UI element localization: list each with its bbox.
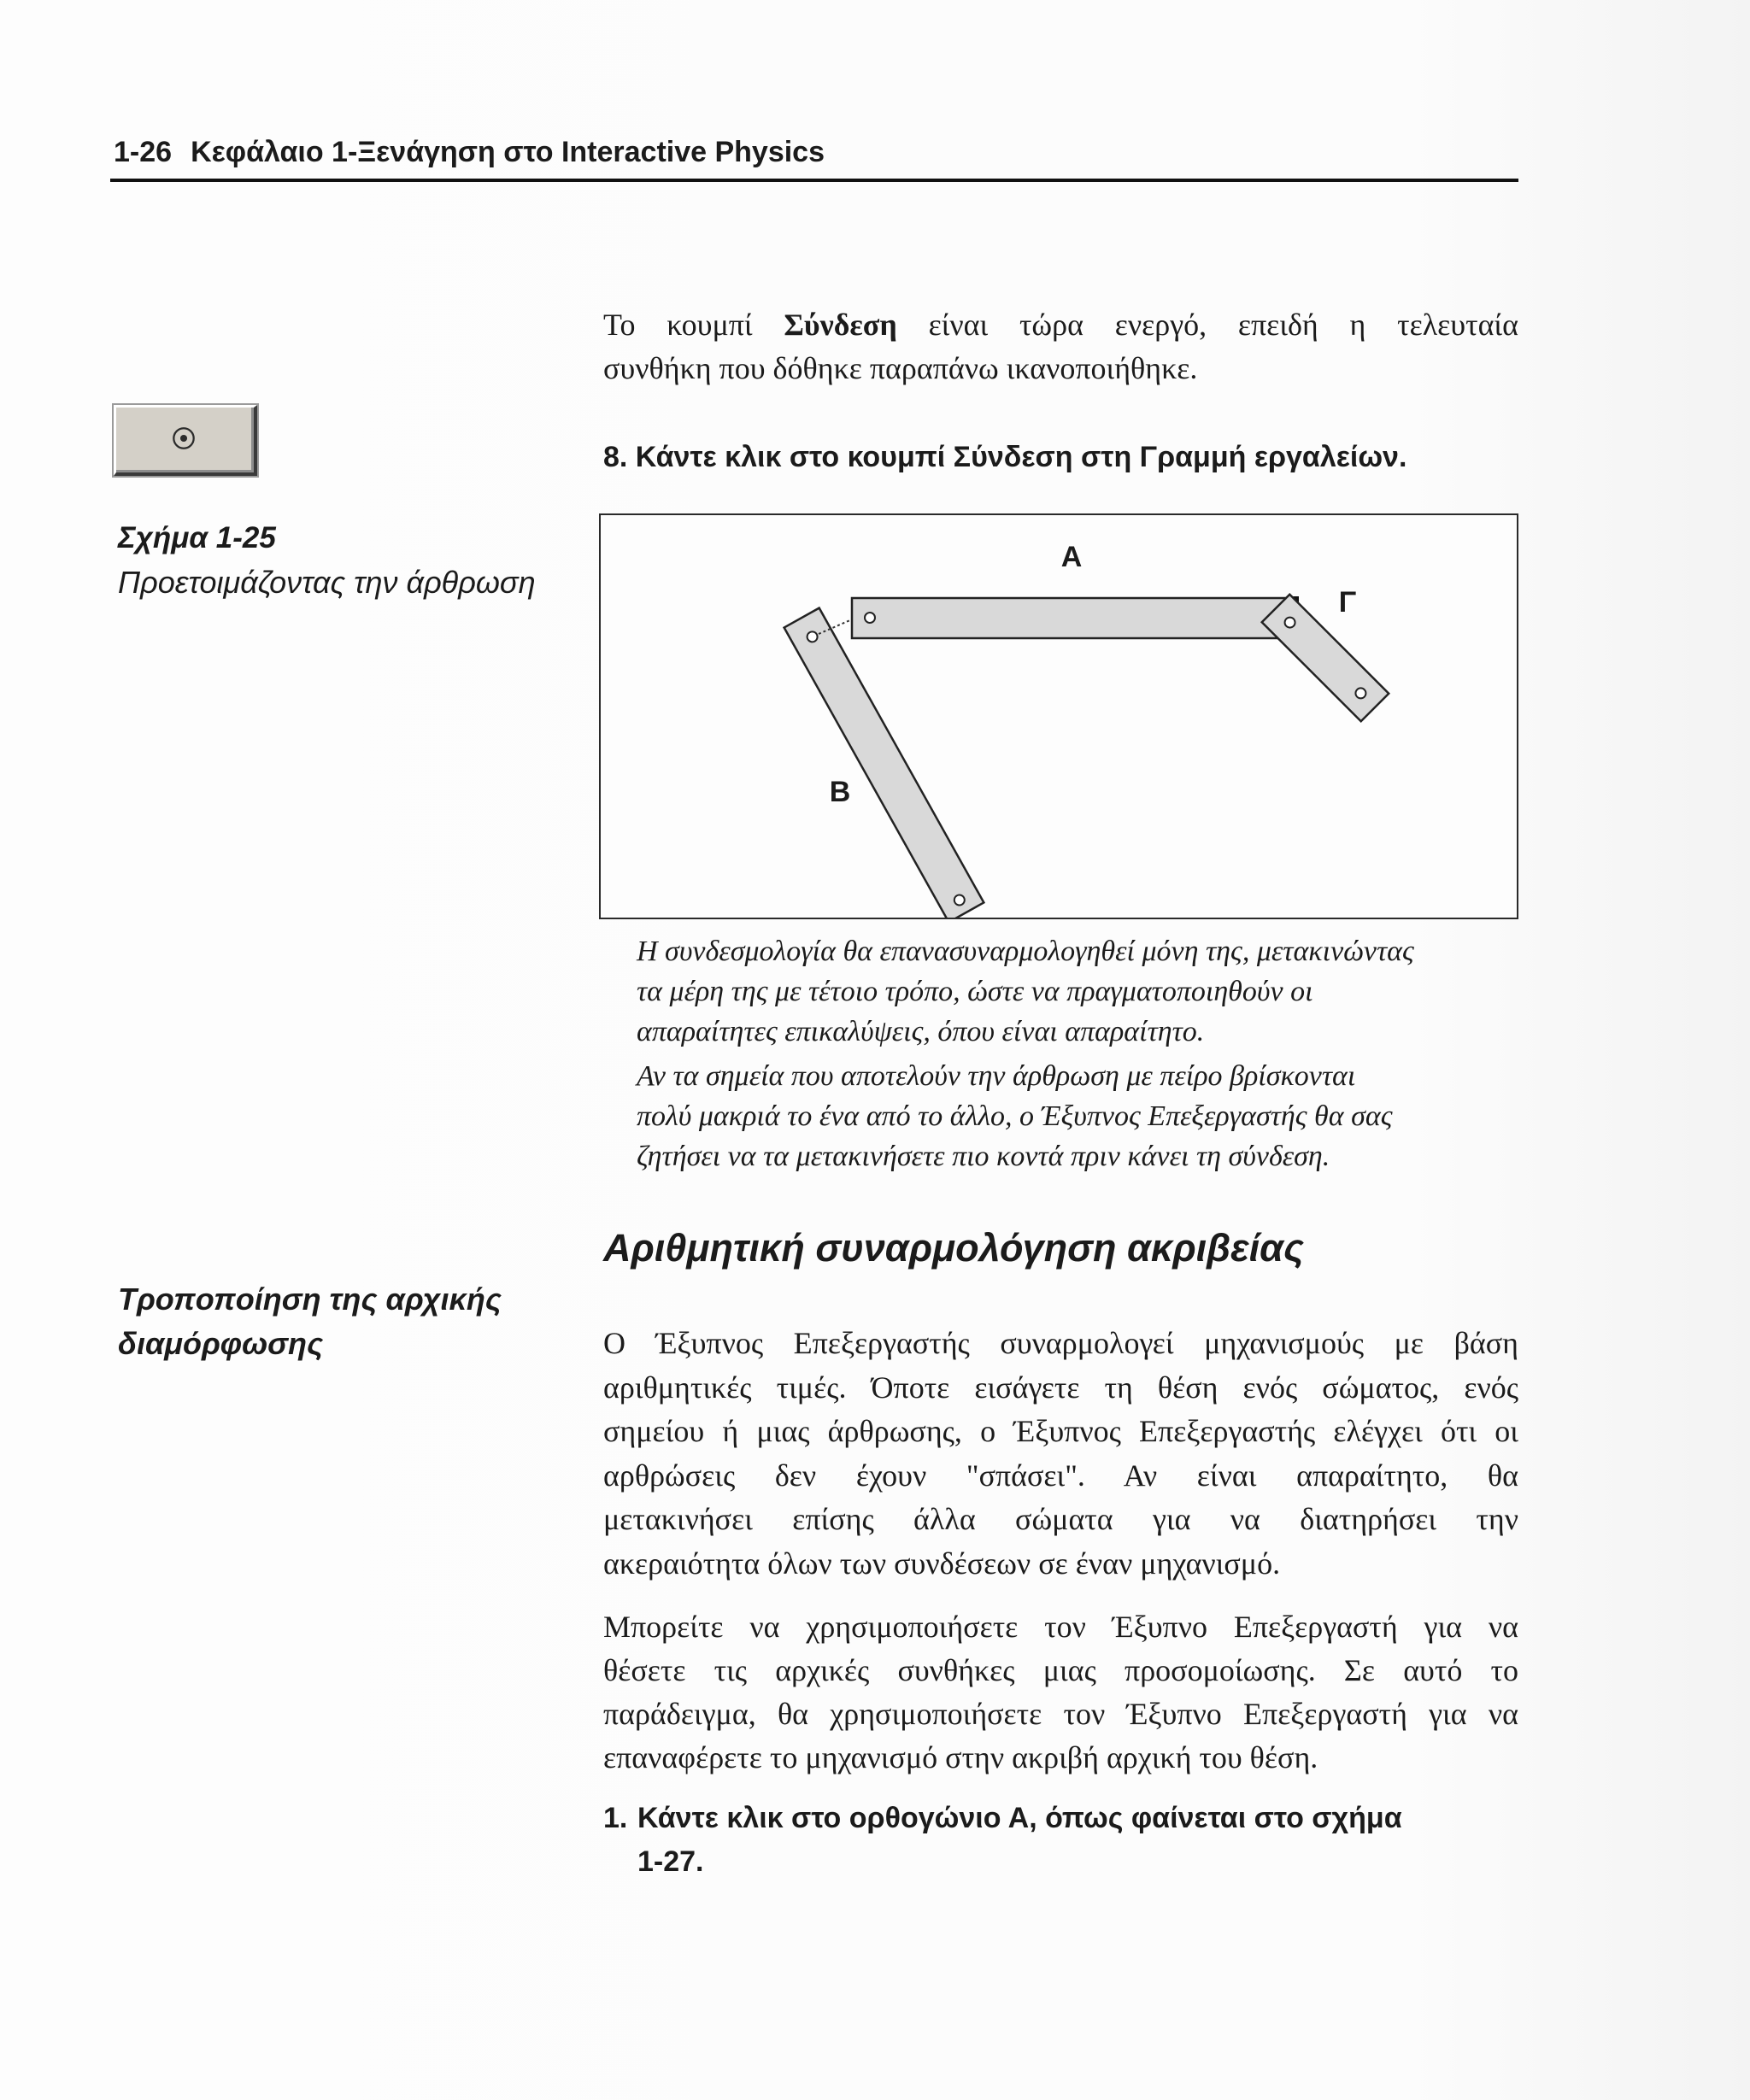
caption-line: τα μέρη της με τέτοιο τρόπο, ώστε να πραγματοποιηθούν οι bbox=[637, 976, 1313, 1007]
bar-b-body bbox=[784, 608, 984, 919]
intro-text: Το κουμπί bbox=[603, 308, 784, 342]
figure-title: Προετοιμάζοντας την άρθρωση bbox=[118, 565, 536, 600]
step-indent bbox=[603, 1840, 637, 1884]
step-text: 1-27. bbox=[637, 1845, 704, 1878]
paragraph-line: θέσετε τις αρχικές συνθήκες μιας προσομοίωσης. Σε αυτό το bbox=[603, 1653, 1518, 1687]
body-paragraph bbox=[603, 1322, 1518, 1587]
label-bar-a: Α bbox=[1060, 541, 1083, 573]
paragraph-line: σημείου ή μιας άρθρωσης, ο Έξυπνος Επεξεργαστής ελέγχει ότι οι bbox=[603, 1414, 1518, 1449]
step-line bbox=[603, 1797, 1402, 1840]
intro-line: συνθήκη που δόθηκε παραπάνω ικανοποιήθηκε. bbox=[603, 351, 1198, 385]
step-number: 1. bbox=[603, 1802, 628, 1834]
paragraph-line: αρθρώσεις δεν έχουν "σπάσει". Αν είναι απαραίτητο, θα bbox=[603, 1458, 1518, 1493]
caption-line: πολύ μακριά το ένα από το άλλο, ο Έξυπνος Επεξεργαστής θα σας bbox=[637, 1100, 1393, 1132]
chapter-title: Κεφάλαιο 1-Ξενάγηση στο Interactive Physics bbox=[191, 136, 825, 168]
paragraph-line: Μπορείτε να χρησιμοποιήσετε τον Έξυπνο Επεξεργαστή για να bbox=[603, 1610, 1518, 1644]
intro-text: είναι τώρα ενεργό, επειδή η τελευταία bbox=[896, 308, 1518, 342]
paragraph-line: παράδειγμα, θα χρησιμοποιήσετε τον Έξυπνο Επεξεργαστή για να bbox=[603, 1697, 1518, 1731]
pin-joint-icon bbox=[168, 423, 199, 454]
figure-linkage bbox=[599, 513, 1518, 919]
caption-line: ζητήσει να τα μετακινήσετε πιο κοντά πριν κάνει τη σύνδεση. bbox=[637, 1141, 1330, 1172]
step-8-instruction: 8. Κάντε κλικ στο κουμπί Σύνδεση στη Γραμμή εργαλείων. bbox=[603, 441, 1407, 473]
linkage-drawing bbox=[599, 513, 1518, 919]
paragraph-line: μετακινήσει επίσης άλλα σώματα για να διατηρήσει την bbox=[603, 1502, 1518, 1537]
margin-note-line: διαμόρφωσης bbox=[118, 1326, 324, 1361]
step-1-instruction bbox=[603, 1797, 1402, 1884]
header-rule bbox=[110, 179, 1518, 182]
caption-line: Αν τα σημεία που αποτελούν την άρθρωση με πείρο βρίσκονται bbox=[637, 1060, 1356, 1092]
bar-a-body bbox=[852, 598, 1293, 638]
paragraph-line: ακεραιότητα όλων των συνδέσεων σε έναν μηχανισμό. bbox=[603, 1546, 1281, 1581]
intro-bold-term: Σύνδεση bbox=[784, 308, 897, 342]
bar-a-left-pin bbox=[865, 613, 875, 623]
page-number: 1-26 bbox=[114, 136, 173, 168]
step-text: Κάντε κλικ στο ορθογώνιο Α, όπως φαίνεται στο σχήμα bbox=[637, 1802, 1402, 1834]
figure-label: Σχήμα 1-25 bbox=[118, 521, 276, 554]
paragraph-line: Ο Έξυπνος Επεξεργαστής συναρμολογεί μηχανισμούς με βάση bbox=[603, 1326, 1518, 1360]
figure-caption-paragraph bbox=[637, 1056, 1518, 1176]
margin-note bbox=[118, 1277, 502, 1366]
bar-a bbox=[852, 596, 1299, 638]
caption-line: απαραίτητες επικαλύψεις, όπου είναι απαραίτητο. bbox=[637, 1016, 1205, 1047]
intro-paragraph bbox=[603, 303, 1518, 390]
label-bar-b: Β bbox=[829, 776, 851, 808]
paragraph-line: επαναφέρετε το μηχανισμό στην ακριβή αρχική του θέση. bbox=[603, 1740, 1318, 1774]
bar-c bbox=[1262, 595, 1389, 721]
body-paragraph bbox=[603, 1605, 1518, 1780]
connect-toolbar-button-image bbox=[114, 405, 257, 476]
paragraph-line: αριθμητικές τιμές. Όποτε εισάγετε τη θέση ενός σώματος, ενός bbox=[603, 1370, 1518, 1405]
running-header bbox=[114, 135, 825, 169]
margin-note-line: Τροποποίηση της αρχικής bbox=[118, 1282, 502, 1317]
figure-caption-paragraph bbox=[637, 931, 1518, 1052]
label-bar-c: Γ bbox=[1338, 586, 1357, 619]
section-heading: Αριθμητική συναρμολόγηση ακριβείας bbox=[603, 1226, 1304, 1270]
caption-line: Η συνδεσμολογία θα επανασυναρμολογηθεί μόνη της, μετακινώντας bbox=[637, 936, 1414, 967]
step-line bbox=[603, 1840, 1402, 1884]
bar-b bbox=[784, 608, 984, 919]
bar-c-body bbox=[1262, 595, 1389, 721]
intro-line bbox=[603, 303, 1518, 347]
